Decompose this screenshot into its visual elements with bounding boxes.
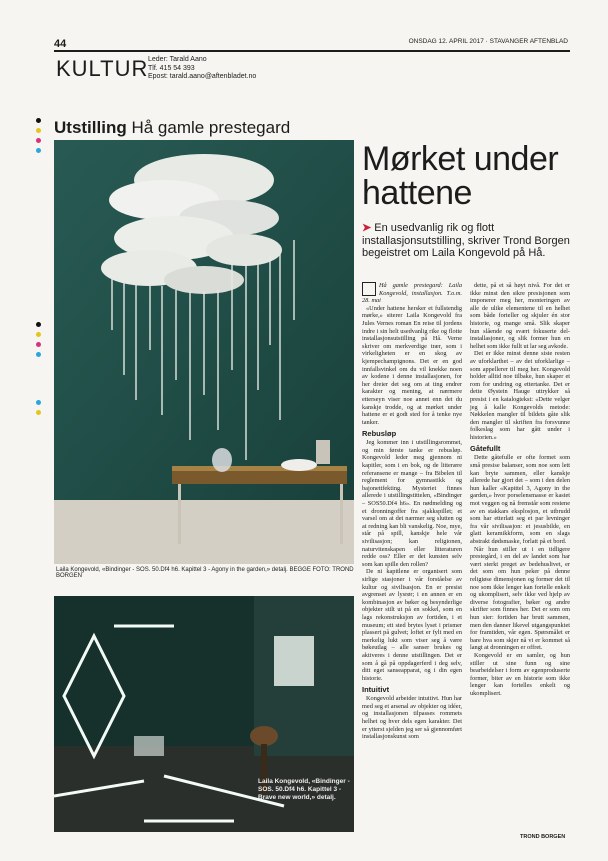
editor-name: Leder: Tarald Aano [148,56,207,63]
subhead-rebus: Rebusløp [362,429,397,439]
color-registration-dots-top [36,118,42,158]
subhead-gatefullt: Gåtefullt [470,444,501,454]
lead-text: En usedvanlig rik og flott installasjonsutstilling, skriver Trond Borgen begeistret om Laila Kongevold på Hå. [362,222,570,259]
color-registration-dots-mid [36,322,42,362]
dateline: ONSDAG 12. APRIL 2017 · STAVANGER AFTENBLAD [408,38,568,45]
section-title: KULTUR [56,56,149,81]
editor-email: Epost: tarald.aano@aftenbladet.no [148,73,257,80]
paragraph: Det er ikke minst denne siste resten av uforklarthet – av det uforklarlige – som appellerer til meg her. Kongevold holder alltid noe tilbake, hun skaper et rom for undring og ettertanke. Det er dette Øystein Hauge uttrykker så presist i en katalogtekst: «Dette velger jeg å kalle Kongevolds metode: Nøkkelen mangler til bildets gåte slik den mangler til skriften fra forsvunne folkeslag som har gått under i historien.» [470,350,570,441]
photo1-caption: Laila Kongevold, «Bindinger - SOS. 50.Df4 h6. Kapittel 3 - Agony in the garden,» detalj. BEGGE FOTO: TROND BORGEN [56,567,354,579]
paragraph: Kongevold arbeider intuitivt. Hun har med seg et arsenal av objekter og idéer, og installasjonen tilpasses rommets helhet og hver dels egen karakter. Det er ytterst sjelden jeg ser så gjennomført installasjonskunst som [362,695,462,741]
paragraph: «Under hattene hersker et fullstendig mørke,» siterer Laila Kongevold fra Jules Vernes roman En reise til jordens indre i sin helt usedvanlig rike og flotte installasjonsutstilling på Hå. Verne skriver om merkverdige trær, som i virkeligheten er en skog av kjempechampignons. Det er en god innfallsvinkel om du vil knekke noen av kodene i denne installasjonen, for her dreier det seg om at ting endrer karakter og mening, at nærmere etterseyn viser noe annet enn det du kanskje trodde, og at mørket under hattene er et godt sted for å tenke nye tanker. [362,304,462,426]
artwork-photo-agony-in-the-garden [54,140,354,564]
lead-paragraph [362,222,572,260]
byline: TROND BORGEN [520,834,566,840]
paragraph: Dette gåtefulle er ofte formet som små presise balanser, som noe som lett kan bryte sammen, eller kanskje allerede har gjort det – som i den delen hun kaller «Kapittel 3, Agony in the garden,» hvor porselensmasse er kastet mot veggen og nå fremstår som restene av en stakkars eksplosjon, et utbrudd som har etterlatt seg et par levninger fra vår sivilisasjon: et jesusbilde, en glatt keramikkform, som en slags abstrakt dødsmaske, forlatt på et bord. [470,454,570,545]
paragraph: dette, på et så høyt nivå. For det er ikke minst den sikre presisjonen som imponerer meg her, monteringen av alle de ulike elementene til en helhet som både forteller og skjuler én stor historie, og mange små. Slik skaper hun slående og svært fokuserte del-installasjoner, og slik former hun en helhet som ikke fullt ut lar seg avkode. [470,282,570,350]
page-number: 44 [54,38,67,50]
kicker-label: Utstilling [54,118,127,137]
color-registration-dots-low [36,400,42,420]
article-column-1 [362,282,462,741]
paragraph: Jeg kommer inn i utstillingsrommet, og min første tanke er rebusløp. Kongevold leder meg gjennom ni kapitler, som i en bok, og de litterære referansene er mange – fra Bibelen til reglement for gymnastikk og bajonettfekting. Mysteriet finnes allerede i utstillingstittelen, «Bindinger – SOS50.Df4 h6». En nødmelding og et dronningoffer fra sjakkspillet; et varsel om at det nærmer seg slutten og at redning kan bli vanskelig. Noe, mye, står på spill, kanskje hele vår sivilisasjon; kan religionen, naturvitenskapen eller litteraturen redde oss? Eller er det kunsten selv som kan spille den rollen? [362,439,462,568]
factbox [362,282,462,305]
lead-arrow-icon: ➤ [362,222,372,234]
editor-info [148,56,256,82]
photo2-caption: Laila Kongevold, «Bindinger - SOS. 50.Df4 h6. Kapittel 3 - Brave new world,» detalj. [258,778,350,801]
paragraph: De ni kapitlene er organisert som sirlige stasjoner i vår forståelse av kultur og sivilisasjon. En er presist avgrenset av lysrør; i en annen er en kombinasjon av bøker og besynderlige objekter stilt ut på en sokkel, som en lags rekonstruksjon av fortiden, i et museum; ett sted brytes lyset i prismer plassert på gulvet; loftet er fylt med en merkelig lukt som viser seg å være bøkeutlag – alle sanser brukes og aktiveres i denne utstillingen. Det er som å gå på oppdagerferd i deg selv, ditt eget sanseapparat, og i din egen historie. [362,568,462,682]
editor-phone: Tlf. 415 54 393 [148,64,195,72]
factbox-text: Hå gamle prestegard: Laila Kongevold, installasjon. T.o.m. 28. mai [362,282,462,305]
paragraph: Når hun stiller ut i en tidligere prestegård, i en del av landet som har vært sterkt preget av bedehuslivet, er det som om hun peker på denne religiøse dimensjonen og former det til noe som ikke lenger kan fortelle enkelt og ukomplisert, selv ikke ved hjelp av diverse fotografier, bøker og andre skrifter som finnes her. Det er som om hun sier: fortiden har brutt sammen, men den danner likevel utgangspunktet for framtiden, vår egen. Spørsmålet er bare hva som skjer nå vi er kommet så langt at dronningen er offret. [470,545,570,652]
dice-rating-icon [362,282,376,296]
kicker-sub: Hå gamle prestegard [131,118,291,137]
paragraph: Kongevold er en samler, og hun stiller ut sine funn og sine bearbeidelser i form av egenproduserte former, biter av en historie som ikke lenger kan fortelles enkelt og ukomplisert. [470,651,570,697]
top-rule [54,50,570,52]
artwork-illustration [54,140,354,564]
kicker [54,118,290,138]
subhead-intuitivt: Intuitivt [362,685,390,695]
article-column-2 [470,282,570,697]
headline: Mørket under hattene [362,140,559,212]
